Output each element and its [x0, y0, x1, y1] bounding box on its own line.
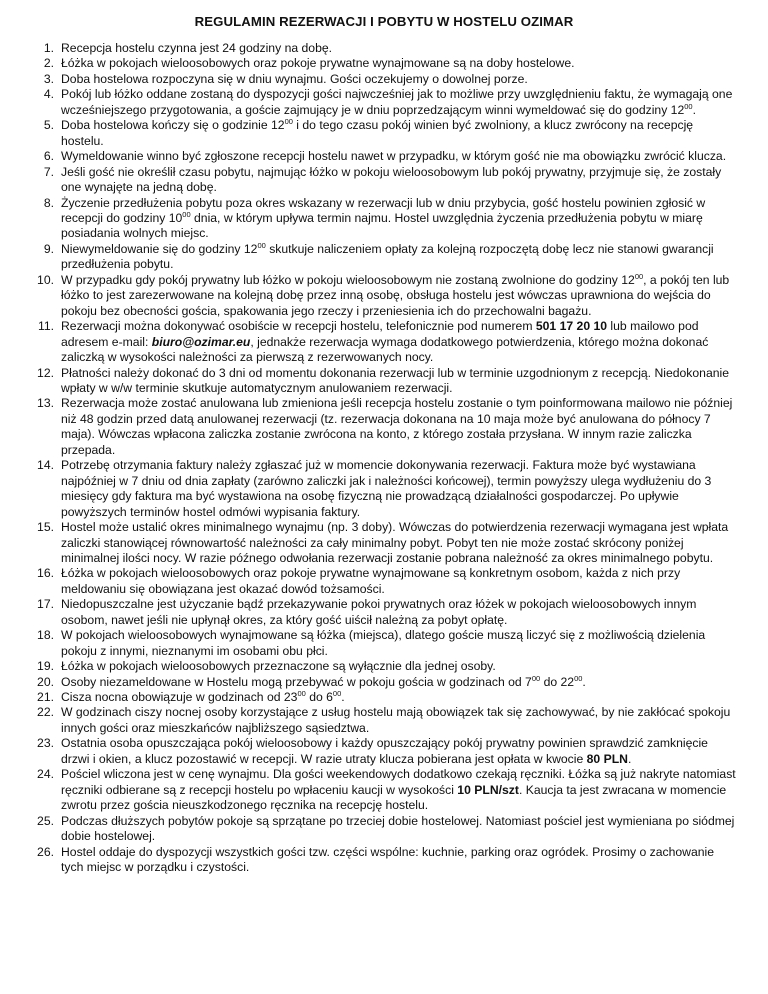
text-run: Niedopuszczalne jest użyczanie bądź przekazywanie pokoi prywatnych oraz łóżek w pokojach wieloosobowych innym osobom, nawet jeśli nie upłynął okres, za który gość uiścił należną za pobyt opłatę. — [61, 597, 697, 627]
rule-text — [61, 458, 711, 518]
rule-item — [30, 628, 738, 659]
rule-number: 11. — [37, 319, 54, 334]
rule-item — [30, 118, 738, 149]
text-run: Doba hostelowa rozpoczyna się w dniu wynajmu. Gości oczekujemy o dowolnej porze. — [61, 71, 528, 86]
rule-item — [30, 566, 738, 597]
rule-item — [30, 149, 738, 164]
text-run: , a pokój ten lub łóżko to jest zarezerwowane na kolejną dobę przez inną osobę, obsługa hostelu jest wówczas uprawniona do wejścia do pokoju bez obecności gościa, spakowania jego rzeczy i przeniesienia ich do przechowalni bagażu. — [61, 272, 730, 318]
email-address: biuro@ozimar.eu — [151, 334, 251, 349]
bold-text: 501 17 20 10 — [535, 319, 608, 334]
rule-text — [61, 675, 586, 689]
rule-item — [30, 165, 738, 196]
text-run: . — [341, 690, 345, 705]
text-run: Płatności należy dokonać do 3 dni od momentu dokonania rezerwacji lub w terminie uzgodnionym z recepcją. Niedokonanie wpłaty w w/w terminie skutkuje automatycznym anulowaniem rezerwacji. — [61, 365, 729, 395]
rule-text — [61, 273, 729, 318]
rule-number: 25. — [37, 813, 54, 828]
rule-number: 12. — [37, 365, 54, 380]
rule-number: 13. — [37, 396, 54, 411]
text-run: Jeśli gość nie określił czasu pobytu, najmując łóżko w pokoju wieloosobowym lub pokój prywatny, przyjmuje się, że zostały one wynajęte na jedną dobę. — [61, 164, 722, 195]
text-run: . — [692, 102, 696, 117]
text-run: Cisza nocna obowiązuje w godzinach od 23 — [61, 690, 298, 705]
rule-item — [30, 845, 738, 876]
rule-text — [61, 845, 714, 874]
rule-text — [61, 56, 575, 70]
superscript: 00 — [257, 240, 266, 250]
text-run: skutkuje naliczeniem opłaty za kolejną rozpoczętą dobę lecz nie stanowi gwarancji przedłużenia pobytu. — [61, 241, 714, 272]
rule-item — [30, 675, 738, 690]
text-run: do 22 — [540, 674, 575, 689]
rule-text — [61, 118, 693, 147]
rule-text — [61, 242, 714, 271]
rule-number: 4. — [43, 87, 54, 102]
rule-number: 15. — [37, 520, 54, 535]
rule-number: 21. — [37, 690, 54, 705]
rule-text — [61, 196, 705, 241]
text-run: W przypadku gdy pokój prywatny lub łóżko w pokoju wieloosobowym nie zostaną zwolnione do godziny 12 — [61, 272, 635, 287]
rule-number: 23. — [37, 736, 54, 751]
text-run: Niewymeldowanie się do godziny 12 — [61, 241, 258, 256]
rule-text — [61, 165, 721, 194]
rule-number: 8. — [43, 195, 54, 210]
superscript: 00 — [332, 689, 342, 699]
rule-text — [61, 72, 528, 86]
superscript: 00 — [574, 673, 583, 683]
rule-item — [30, 273, 738, 319]
text-run: Łóżka w pokojach wieloosobowych przeznaczone są wyłącznie dla jednej osoby. — [61, 659, 496, 674]
rule-text — [61, 566, 680, 595]
rule-number: 5. — [43, 118, 54, 133]
rule-number: 1. — [43, 41, 54, 55]
text-run: dnia, w którym upływa termin najmu. Hostel uwzględnia życzenia przedłużenia pobytu w miarę posiadania wolnych miejsc. — [61, 210, 703, 241]
rule-item — [30, 814, 738, 845]
superscript: 00 — [531, 673, 541, 683]
text-run: Rezerwacji można dokonywać osobiście w recepcji hostelu, telefonicznie pod numerem — [61, 319, 536, 334]
text-run: Osoby niezameldowane w Hostelu mogą przebywać w pokoju gościa w godzinach od 7 — [61, 674, 532, 689]
text-run: lub mailowo pod adresem e-mail: — [61, 319, 699, 349]
text-run: Potrzebę otrzymania faktury należy zgłaszać już w momencie dokonywania rezerwacji. Faktura może być wystawiana najpóźniej w 7 dniu od dnia zapłaty (zarówno zaliczki jak i należności końcowej), termin powyższy ulega wydłużeniu do 3 miesięcy gdy faktura ma być wystawiona na osobę fizyczną nie prowadzącą działalności gospodarczej. Po upływie powyższych terminów hostel odmówi wypisania faktury. — [61, 458, 712, 519]
rule-number: 26. — [37, 844, 54, 859]
rule-item — [30, 458, 738, 520]
text-run: . — [582, 674, 586, 689]
rule-text — [61, 319, 708, 364]
rules-list — [30, 41, 738, 875]
text-run: Ostatnia osoba opuszczająca pokój wieloosobowy i każdy opuszczający pokój prywatny powinien sprawdzić zamknięcie drzwi i okien, a klucz pozostawić w recepcji. W razie utraty klucza pobierana jest opłata w kwocie — [61, 736, 708, 766]
rule-number: 16. — [37, 566, 54, 581]
rule-item — [30, 366, 738, 397]
rule-text — [61, 366, 729, 395]
rule-text — [61, 597, 696, 626]
rule-text — [61, 705, 730, 734]
rule-number: 6. — [43, 149, 54, 164]
text-run: Doba hostelowa kończy się o godzinie 12 — [61, 118, 285, 133]
rule-item — [30, 520, 738, 566]
rule-item — [30, 87, 738, 118]
rule-number: 18. — [37, 628, 54, 643]
text-run: Hostel może ustalić okres minimalnego wynajmu (np. 3 doby). Wówczas do potwierdzenia rezerwacji wymagana jest wpłata zaliczki stanowiącej równowartość należności za cały minimalny pobyt. Pobyt ten nie może zostać skrócony poniżej minimalnej ilości nocy. W razie późnego odwołania rezerwacji zostanie pobrana należność za okres minimalnego pobytu. — [61, 520, 729, 565]
rule-text — [61, 814, 734, 843]
rule-text — [61, 690, 345, 704]
rule-number: 9. — [43, 241, 54, 256]
bold-text: 80 PLN — [586, 751, 628, 766]
text-run: i do tego czasu pokój winien być zwolniony, a klucz zwrócony na recepcję hostelu. — [61, 118, 694, 148]
rule-item — [30, 72, 738, 87]
text-run: Łóżka w pokojach wieloosobowych oraz pokoje prywatne wynajmowane są konkretnym osobom, każda z nich przy meldowaniu się obowiązana jest okazać dowód tożsamości. — [61, 566, 681, 596]
rule-item — [30, 597, 738, 628]
rule-number: 14. — [37, 458, 54, 473]
text-run: . Kaucja ta jest zwracana w momencie zwrotu przez gościa nieuszkodzonego ręcznika na recepcję hostelu. — [61, 782, 727, 813]
rule-number: 24. — [37, 767, 54, 782]
text-run: Podczas dłuższych pobytów pokoje są sprzątane po trzeciej dobie hostelowej. Natomiast pościel jest wymieniana po siódmej dobie hostelowej. — [61, 813, 735, 844]
rule-number: 10. — [37, 272, 54, 287]
rule-text — [61, 659, 496, 673]
rule-item — [30, 396, 738, 458]
rule-number: 2. — [43, 56, 54, 71]
text-run: Recepcja hostelu czynna jest 24 godziny na dobę. — [61, 41, 333, 55]
text-run: Hostel oddaje do dyspozycji wszystkich gości tzw. części wspólne: kuchnie, parking oraz ogródek. Prosimy o zachowanie tych miejsc w porządku i czystości. — [61, 844, 715, 875]
text-run: , jednakże rezerwacja wymaga dodatkowego potwierdzenia, którego można dokonać zaliczką w wysokości należności za pierwszą z rezerwowanych nocy. — [61, 334, 709, 365]
text-run: Pościel wliczona jest w cenę wynajmu. Dla gości weekendowych dodatkowo czekają ręczniki. Łóżka są już nakryte natomiast ręczniki odbierane są z recepcji hostelu po wpłaceniu kaucji w wysokości — [61, 767, 736, 797]
rule-item — [30, 41, 738, 56]
rule-text — [61, 767, 736, 812]
rule-text — [61, 736, 708, 765]
superscript: 00 — [634, 271, 644, 281]
text-run: . — [627, 751, 632, 766]
superscript: 00 — [297, 689, 306, 699]
rule-text — [61, 396, 732, 456]
superscript: 00 — [182, 209, 191, 219]
text-run: Pokój lub łóżko oddane zostaną do dyspozycji gości najwcześniej jak to możliwe przy uwzględnieniu faktu, że wymagają one wcześniejszego przygotowania, a goście zajmujący je w dniu poprzedzającym winni wymeldować się do godziny 12 — [61, 87, 733, 117]
text-run: W godzinach ciszy nocnej osoby korzystające z usług hostelu mają obowiązek tak się zachowywać, by nie zakłócać spokoju innych gości oraz mieszkańców najbliższego sąsiedztwa. — [61, 705, 731, 735]
rule-number: 17. — [37, 597, 54, 612]
rule-text — [61, 149, 726, 163]
rule-item — [30, 767, 738, 813]
text-run: Łóżka w pokojach wieloosobowych oraz pokoje prywatne wynajmowane są na doby hostelowe. — [61, 56, 575, 71]
rule-item — [30, 56, 738, 71]
rule-text — [61, 520, 728, 565]
rule-item — [30, 242, 738, 273]
text-run: do 6 — [305, 690, 333, 705]
rule-number: 22. — [37, 705, 54, 720]
superscript: 00 — [684, 101, 693, 111]
rule-number: 20. — [37, 674, 54, 689]
bold-text: 10 PLN/szt — [457, 782, 519, 797]
text-run: Życzenie przedłużenia pobytu poza okres wskazany w rezerwacji lub w dniu przybycia, gość hostelu powinien zgłosić w recepcji do godziny 10 — [61, 195, 706, 225]
rule-item — [30, 705, 738, 736]
rule-text — [61, 41, 332, 55]
rule-item — [30, 659, 738, 674]
rule-number: 7. — [43, 164, 54, 179]
superscript: 00 — [284, 117, 293, 127]
rule-number: 19. — [37, 659, 54, 674]
rule-item — [30, 736, 738, 767]
text-run: Wymeldowanie winno być zgłoszone recepcji hostelu nawet w przypadku, w którym gość nie ma obowiązku zwrócić klucza. — [61, 149, 727, 164]
rule-item — [30, 690, 738, 705]
rule-text — [61, 628, 705, 657]
rule-item — [30, 196, 738, 242]
text-run: Rezerwacja może zostać anulowana lub zmieniona jeśli recepcja hostelu zostanie o tym poinformowana mailowo nie później niż 48 godzin przed datą anulowanej rezerwacji (tz. rezerwacja dokonana na 10 maja może być anulowana do północy 7 maja). Wówczas wpłacona zaliczka zostanie zwrócona na konto, z którego została przysłana. W innym razie zaliczka przepada. — [61, 396, 733, 457]
text-run: W pokojach wieloosobowych wynajmowane są łóżka (miejsca), dlatego goście muszą liczyć się z możliwością dzielenia pokoju z innymi, nieznanymi im osobami obu płci. — [61, 628, 706, 658]
rule-text — [61, 87, 732, 116]
rule-number: 3. — [43, 71, 54, 86]
document-title: REGULAMIN REZERWACJI I POBYTU W HOSTELU OZIMAR — [194, 14, 574, 29]
rule-item — [30, 319, 738, 365]
